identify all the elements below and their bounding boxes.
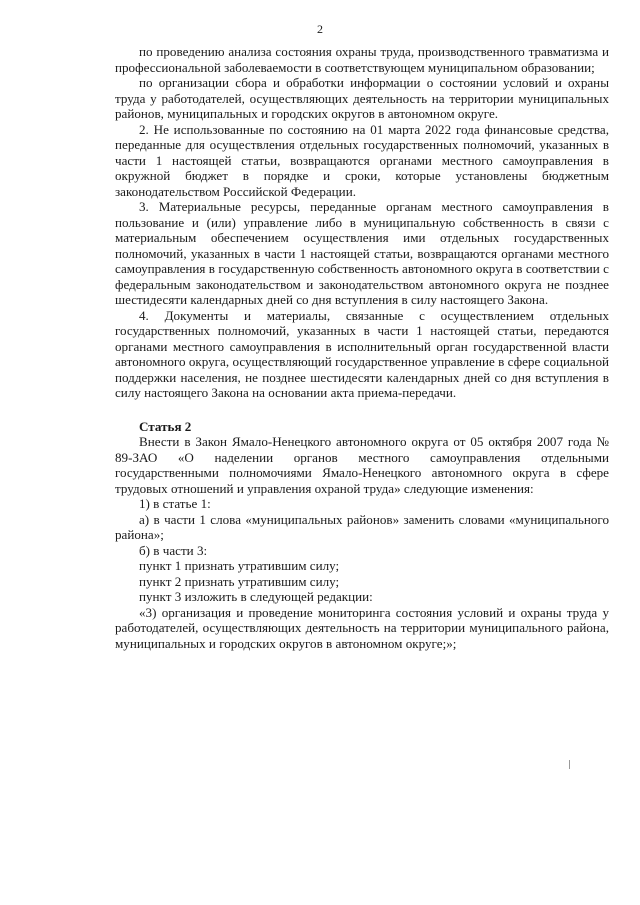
article-2-heading: Статья 2: [139, 418, 192, 434]
amendment-item: а) в части 1 слова «муниципальных районов» заменить словами «муниципального района»;: [115, 511, 609, 542]
document-body: [115, 44, 609, 651]
amendment-item: пункт 2 признать утратившим силу;: [139, 573, 340, 589]
page-number: 2: [317, 22, 323, 36]
paragraph-financial-funds: 2. Не использованные по состоянию на 01 марта 2022 года финансовые средства, переданные для осуществления отдельных государственных полномочий, указанных в части 1 настоящей статьи, возвращаются органами местного самоуправления в окружной бюджет в порядке и сроки, которые установлены бюджетным законодательством Российской Федерации.: [115, 121, 609, 199]
amendment-item: б) в части 3:: [139, 542, 208, 558]
paragraph-material-resources: 3. Материальные ресурсы, переданные органам местного самоуправления в пользование и (или) управление либо в муниципальную собственность в связи с материальным обеспечением осуществления ими отдельных государственных полномочий, указанных в части 1 настоящей статьи, возвращаются органами местного самоуправления в государственную собственность автономного округа в соответствии с федеральным законодательством и законодательством автономного округа не позднее шестидесяти календарных дней со дня вступления в силу настоящего Закона.: [115, 199, 609, 307]
amendment-item: пункт 1 признать утратившим силу;: [139, 558, 340, 573]
paragraph-analysis: по проведению анализа состояния охраны труда, производственного травматизма и профессиональной заболеваемости в соответствующем муниципальном образовании;: [115, 44, 609, 75]
amendment-item: 1) в статье 1:: [139, 496, 211, 511]
margin-mark: [569, 760, 570, 769]
amendment-item: «3) организация и проведение мониторинга состояния условий и охраны труда у работодателей, осуществляющих деятельность на территории муниципального района, муниципальных и городских округов в автономном округе;»;: [115, 604, 609, 651]
paragraph-documents: 4. Документы и материалы, связанные с осуществлением отдельных государственных полномочий, указанных в части 1 настоящей статьи, передаются органами местного самоуправления в исполнительный орган государственной власти автономного округа, осуществляющий государственное управление в сфере социальной поддержки населения, не позднее шестидесяти календарных дней со дня вступления в силу настоящего Закона на основании акта приема-передачи.: [115, 307, 609, 400]
amendment-item: пункт 3 изложить в следующей редакции:: [139, 589, 373, 604]
paragraph-information-collection: по организации сбора и обработки информации о состоянии условий и охраны труда у работодателей, осуществляющих деятельность на территории муниципальных районов, муниципальных и городских округов в автономном округе.: [115, 75, 609, 121]
article-2-intro: Внести в Закон Ямало-Ненецкого автономного округа от 05 октября 2007 года № 89-ЗАО «О наделении органов местного самоуправления отдельными государственными полномочиями Ямало-Ненецкого автономного округа в сфере трудовых отношений и управления охраной труда» следующие изменения:: [115, 434, 609, 496]
